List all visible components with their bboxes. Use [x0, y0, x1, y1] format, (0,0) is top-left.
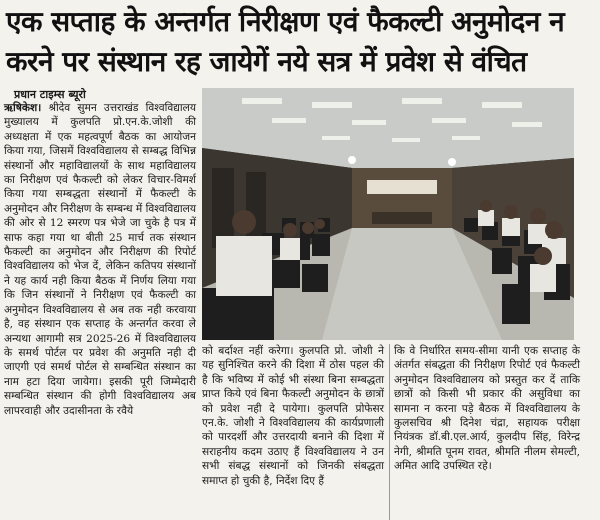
meeting-hall-illustration	[202, 88, 574, 340]
article-column-right: कि वे निर्धारित समय-सीमा यानी एक सप्ताह के अंतर्गत संबद्धता की निरीक्षण रिपोर्ट एवं फैकल्टी अनुमोदन विश्वविद्यालय को प्रस्तुत कर दें ताकि छात्रों को किसी भी प्रकार की असुविधा का सामना न करना पड़े बैठक में विश्वविद्यालय के कुलसचिव श्री दिनेश चंद्रा, सहायक परीक्षा नियंत्रक डॉ.बी.एल.आर्य, कुलदीप सिंह, विरेन्द्र नेगी, श्रीमति पूनम रावत, श्रीमति नीलम सेमल्टी, अमित आदि उपस्थित रहे।	[394, 345, 580, 473]
meeting-photo	[202, 88, 574, 340]
article-column-middle: को बर्दाश्त नहीं करेगा। कुलपति प्रो. जोशी ने यह सुनिश्चित करने की दिशा में ठोस पहल की है कि भविष्य में कोई भी संस्था बिना सम्बद्धता प्राप्त किये एवं बिना फैकल्टी अनुमोदन के छात्रों को प्रवेश नही दे पायेगा। कुलपति प्रोफेसर एन.के. जोशी ने विश्वविद्यालय की कार्यप्रणाली को पारदर्शी और उत्तरदायी बनाने की दिशा में सराहनीय कदम उठाए हैं विश्वविद्यालय ने उन सभी संबद्ध संस्थानों को जिनकी संबद्धता समाप्त हो चुकी है, निर्देश दिए हैं	[202, 345, 384, 487]
article-text-left: श्रीदेव सुमन उत्तराखंड विश्वविद्यालय मुख्यालय में कुलपति प्रो.एन.के.जोशी की अध्यक्षता में एक महत्वपूर्ण बैठक का आयोजन किया गया, जिसमें विश्वविद्यालय से सम्बद्ध विभिन्न संस्थानों और महाविद्यालयों के साथ महाविद्यालय का निरीक्षण एवं फैकल्टी को लेकर विचार-विमर्श किया गया सम्बद्धता संस्थानों में फैकल्टी के अनुमोदन और निरीक्षण के सम्बन्ध में विश्वविद्यालय की ओर से 12 स्मरण पत्र भेजे जा चुके है पत्र में साफ कहा गया था बीती 25 मार्च तक संस्थान फैकल्टी का अनुमोदन और निरीक्षण की रिपोर्ट विश्वविद्यालय को भेज दें, लेकिन कतिपय संस्थानों ने यह कार्य नही किया बैठक में निर्णय लिया गया कि जिन संस्थानों ने निरीक्षण एवं फैकल्टी का अनुमोदन विश्वविद्यालय से अब तक नही करवाया है, वह संस्थान एक सप्ताह के अन्तर्गत करवा ले अन्यथा आगामी सत्र 2025-26 में विश्वविद्यालय के समर्थ पोर्टल पर प्रवेश की अनुमति नही दी जाएगी एवं समर्थ पोर्टल से सम्बन्धित संस्थान का नाम हटा दिया जायेगा। इसकी पूरी जिम्मेदारी सम्बन्धित संस्थान की होगी विश्वविद्यालय अब लापरवाही और उदासीनता के रवैये	[4, 102, 196, 417]
dateline: ऋषिकेश।	[4, 102, 42, 114]
column-divider	[389, 344, 390, 520]
headline: एक सप्ताह के अन्तर्गत निरीक्षण एवं फैकल्टी अनुमोदन न करने पर संस्थान रह जायेगें नये सत्र में प्रवेश से वंचित	[6, 5, 565, 78]
article-column-left	[4, 101, 196, 418]
byline: प्रधान टाइम्स ब्यूरो	[14, 88, 86, 101]
